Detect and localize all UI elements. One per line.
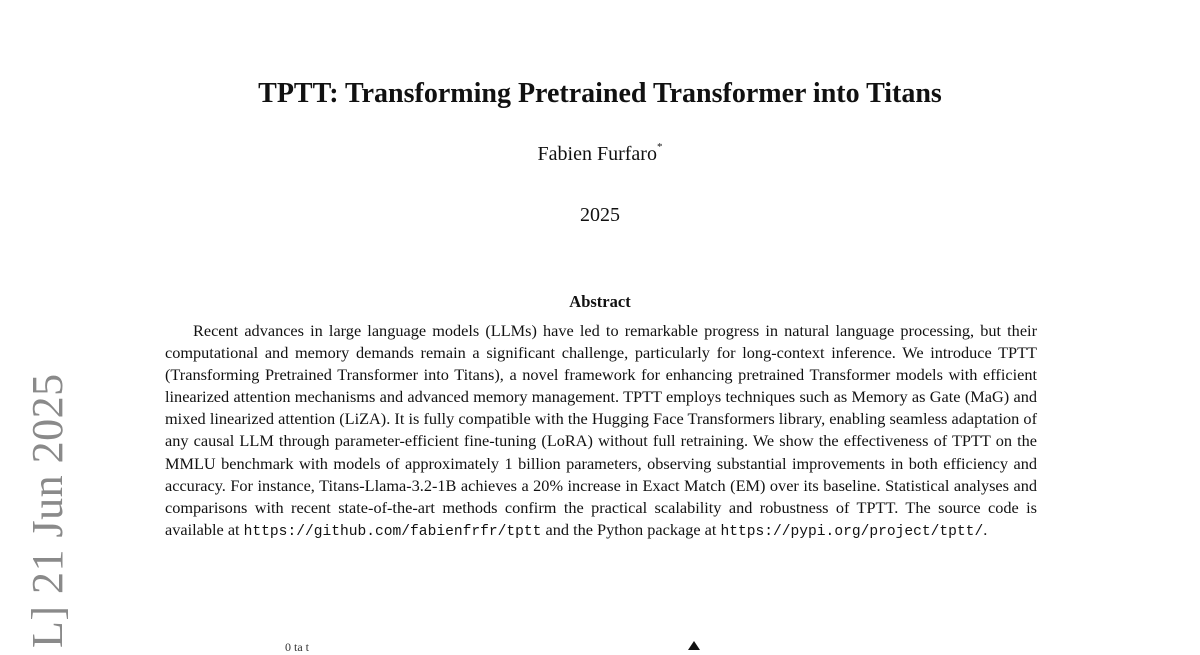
paper-title: TPTT: Transforming Pretrained Transformer into Titans bbox=[258, 78, 942, 109]
arxiv-side-stamp: L] 21 Jun 2025 bbox=[23, 373, 72, 648]
author-line bbox=[0, 143, 1200, 166]
abstract-text: Recent advances in large language models (LLMs) have led to remarkable progress in natural language processing, but their computational and memory demands remain a significant challenge, particularly for long-context inference. We introduce TPTT (Transforming Pretrained Transformer into Titans), a novel framework for enhancing pretrained Transformer models with efficient linearized attention mechanisms and advanced memory management. TPTT employs techniques such as Memory as Gate (MaG) and mixed linearized attention (LiZA). It is fully compatible with the Hugging Face Transformers library, enabling seamless adaptation of any causal LLM through parameter-efficient fine-tuning (LoRA) without full retraining. We show the effectiveness of TPTT on the MMLU benchmark with models of approximately 1 billion parameters, observing substantial improvements in both efficiency and accuracy. For instance, Titans-Llama-3.2-1B achieves a 20% increase in Exact Match (EM) over its baseline. Statistical analyses and comparisons with recent state-of-the-art methods confirm the practical scalability and robustness of TPTT. The source code is available at bbox=[165, 321, 1037, 539]
abstract-text-end: . bbox=[983, 519, 988, 539]
figure-arrow-icon bbox=[688, 641, 700, 650]
abstract-heading: Abstract bbox=[569, 292, 631, 311]
abstract-body bbox=[165, 320, 1037, 543]
abstract-text-between: and the Python package at bbox=[541, 519, 721, 539]
author-footnote-mark: * bbox=[656, 141, 663, 154]
pypi-link[interactable]: https://pypi.org/project/tptt/ bbox=[720, 523, 984, 540]
github-link[interactable]: https://github.com/fabienfrfr/tptt bbox=[243, 523, 542, 540]
author-name: Fabien Furfaro bbox=[537, 143, 657, 165]
publication-year: 2025 bbox=[580, 204, 620, 226]
figure-peek-label: 0 ta t bbox=[285, 640, 309, 654]
